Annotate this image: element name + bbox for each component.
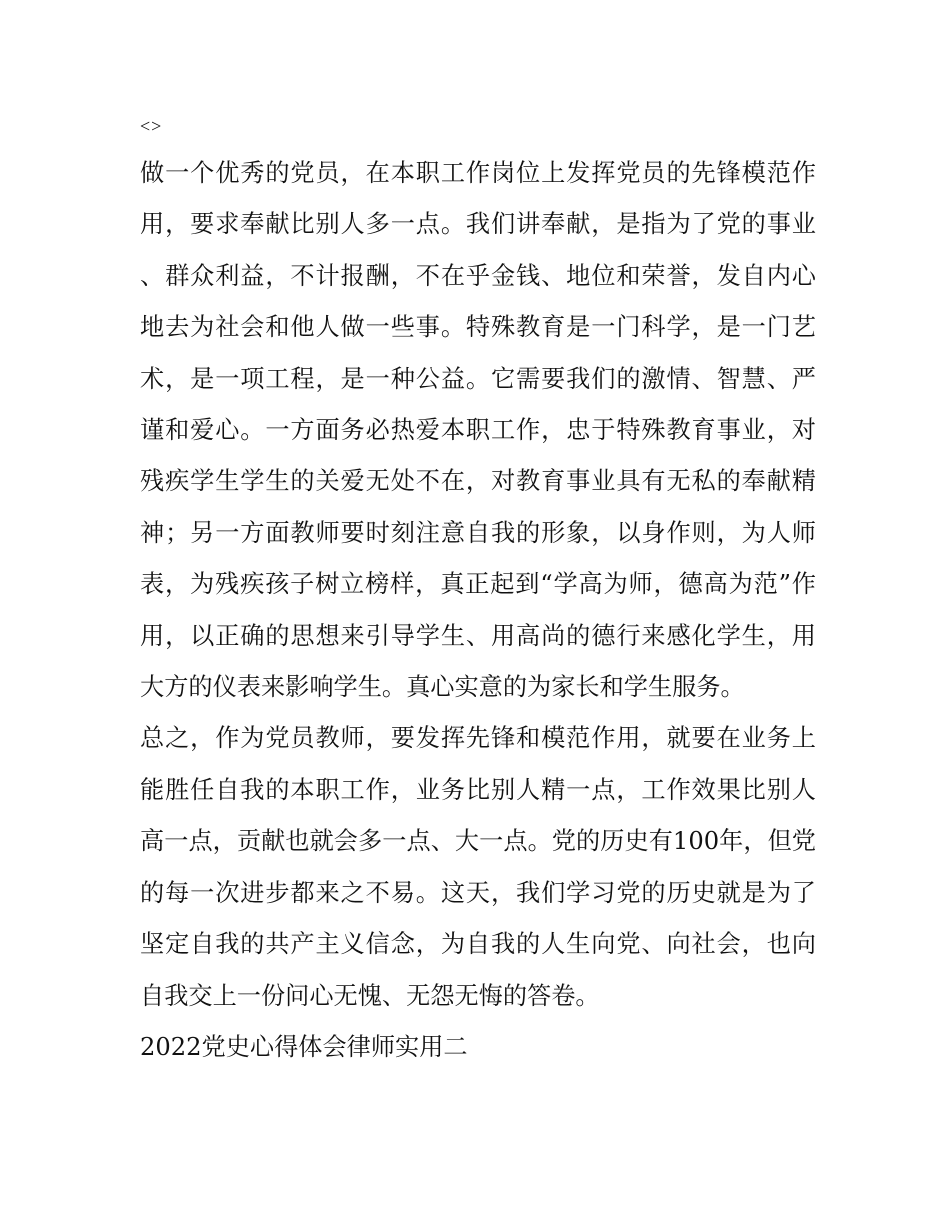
document-body [140,112,816,1073]
section-heading: 2022党史心得体会律师实用二 [140,1032,468,1061]
paragraph-party-member-dedication: 做一个优秀的党员，在本职工作岗位上发挥党员的先锋模范作用，要求奉献比别人多一点。我们讲奉献，是指为了党的事业、群众利益，不计报酬，不在乎金钱、地位和荣誉，发自内心地去为社会和他人做一些事。特殊教育是一门科学，是一门艺术，是一项工程，是一种公益。它需要我们的激情、智慧、严谨和爱心。一方面务必热爱本职工作，忠于特殊教育事业，对残疾学生学生的关爱无处不在，对教育事业具有无私的奉献精神；另一方面教师要时刻注意自我的形象，以身作则，为人师表，为残疾孩子树立榜样，真正起到“学高为师，德高为范”作用，以正确的思想来引导学生、用高尚的德行来感化学生，用大方的仪表来影响学生。真心实意的为家长和学生服务。 [140,159,816,702]
placeholder-marker: <> [140,116,163,136]
paragraph-conclusion: 总之，作为党员教师，要发挥先锋和模范作用，就要在业务上能胜任自我的本职工作，业务比别人精一点，工作效果比别人高一点，贡献也就会多一点、大一点。党的历史有100年，但党的每一次进步都来之不易。这天，我们学习党的历史就是为了坚定自我的共产主义信念，为自我的人生向党、向社会，也向自我交上一份问心无愧、无怨无悔的答卷。 [140,724,816,1010]
